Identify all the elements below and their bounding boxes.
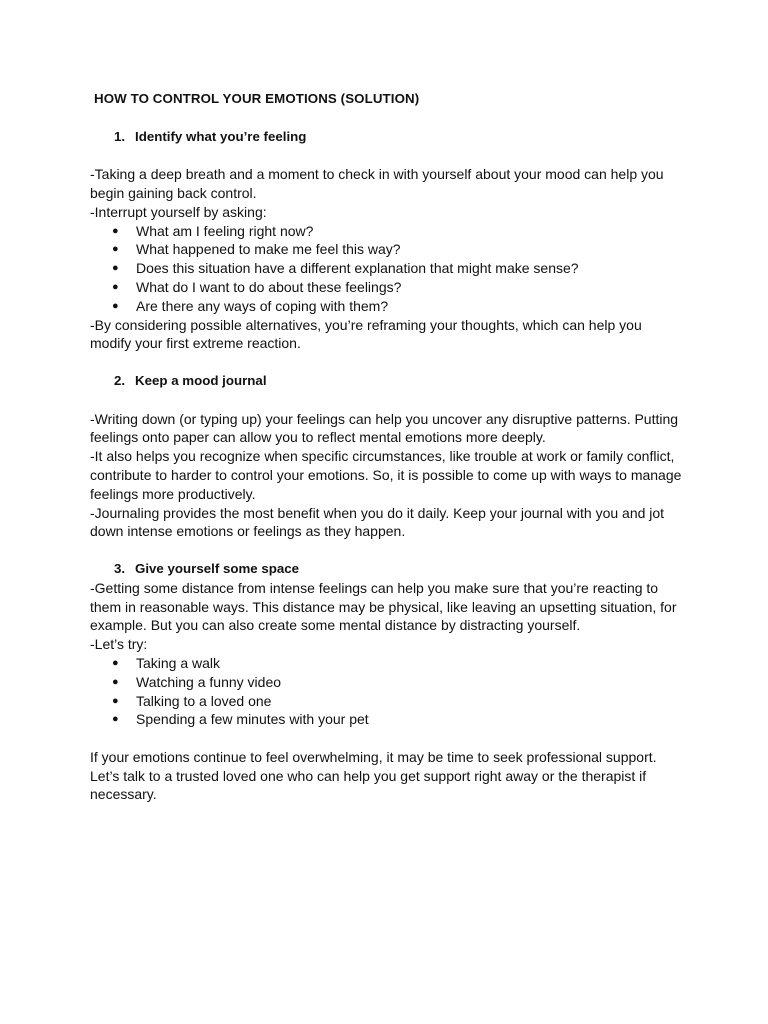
closing-paragraph-line: If your emotions continue to feel overwhelming, it may be time to seek professional support. bbox=[90, 748, 657, 765]
list-item-text: Does this situation have a different explanation that might make sense? bbox=[136, 260, 579, 277]
list-item-text: What happened to make me feel this way? bbox=[136, 241, 401, 258]
list-item bbox=[110, 278, 690, 297]
section-1-number: 1. bbox=[114, 128, 126, 144]
list-item bbox=[110, 222, 690, 241]
section-2-paragraph-line: down intense emotions or feelings as they happen. bbox=[90, 523, 406, 540]
closing-paragraph-line: necessary. bbox=[90, 786, 157, 803]
list-item-text: Spending a few minutes with your pet bbox=[136, 711, 369, 728]
section-2-paragraph-line: feelings more productively. bbox=[90, 485, 256, 502]
closing-paragraph-line: Let’s talk to a trusted loved one who can help you get support right away or the therapist if bbox=[90, 767, 647, 784]
list-item bbox=[110, 710, 690, 729]
section-1-paragraph-line: -Taking a deep breath and a moment to check in with yourself about your mood can help you bbox=[90, 166, 664, 183]
bullet-icon: ● bbox=[112, 224, 119, 237]
section-3-number: 3. bbox=[114, 560, 126, 576]
bullet-icon: ● bbox=[112, 262, 119, 275]
bullet-icon: ● bbox=[112, 656, 119, 669]
section-2-heading bbox=[90, 372, 690, 391]
section-1-title: Identify what you’re feeling bbox=[135, 128, 307, 144]
document-page bbox=[90, 90, 690, 804]
bullet-icon: ● bbox=[112, 694, 119, 707]
section-3-paragraph-line: -Getting some distance from intense feelings can help you make sure that you’re reacting to bbox=[90, 579, 659, 596]
list-item bbox=[110, 692, 690, 711]
list-item-text: What am I feeling right now? bbox=[136, 222, 314, 239]
section-1-paragraph-line: begin gaining back control. bbox=[90, 184, 257, 201]
section-3-paragraph-line: them in reasonable ways. This distance may be physical, like leaving an upsetting situation, for bbox=[90, 598, 677, 615]
section-1-heading bbox=[90, 128, 690, 147]
list-item bbox=[110, 654, 690, 673]
list-item bbox=[110, 297, 690, 316]
section-3-heading bbox=[90, 560, 690, 579]
list-item-text: Are there any ways of coping with them? bbox=[136, 297, 389, 314]
section-3-bullet-list bbox=[90, 654, 690, 729]
bullet-icon: ● bbox=[112, 675, 119, 688]
list-item-text: Talking to a loved one bbox=[136, 692, 272, 709]
document-title: HOW TO CONTROL YOUR EMOTIONS (SOLUTION) bbox=[94, 91, 420, 106]
list-item bbox=[110, 240, 690, 259]
list-item-text: Taking a walk bbox=[136, 654, 221, 671]
section-1-paragraph-line: modify your first extreme reaction. bbox=[90, 335, 301, 352]
section-2-paragraph-line: feelings onto paper can allow you to reflect mental emotions more deeply. bbox=[90, 429, 546, 446]
section-2-title: Keep a mood journal bbox=[135, 372, 267, 388]
section-2-paragraph-line: -It also helps you recognize when specific circumstances, like trouble at work or family conflict, bbox=[90, 448, 675, 465]
section-3-paragraph-line: example. But you can also create some mental distance by distracting yourself. bbox=[90, 617, 581, 634]
section-3-paragraph-line: -Let’s try: bbox=[90, 636, 148, 653]
list-item-text: What do I want to do about these feelings? bbox=[136, 278, 402, 295]
bullet-icon: ● bbox=[112, 299, 119, 312]
list-item bbox=[110, 259, 690, 278]
bullet-icon: ● bbox=[112, 713, 119, 726]
list-item bbox=[110, 673, 690, 692]
spacer bbox=[90, 729, 690, 748]
section-2-number: 2. bbox=[114, 372, 126, 388]
bullet-icon: ● bbox=[112, 243, 119, 256]
section-1-paragraph-line: -By considering possible alternatives, you’re reframing your thoughts, which can help you bbox=[90, 316, 642, 333]
section-1-bullet-list bbox=[90, 222, 690, 316]
section-3-title: Give yourself some space bbox=[135, 560, 300, 576]
section-2-paragraph-line: -Writing down (or typing up) your feelings can help you uncover any disruptive patterns. Putting bbox=[90, 410, 679, 427]
bullet-icon: ● bbox=[112, 280, 119, 293]
section-1-paragraph-line: -Interrupt yourself by asking: bbox=[90, 203, 267, 220]
section-2-paragraph-line: contribute to harder to control your emotions. So, it is possible to come up with ways to manage bbox=[90, 466, 682, 483]
list-item-text: Watching a funny video bbox=[136, 673, 282, 690]
section-2-paragraph-line: -Journaling provides the most benefit when you do it daily. Keep your journal with you and jot bbox=[90, 504, 665, 521]
